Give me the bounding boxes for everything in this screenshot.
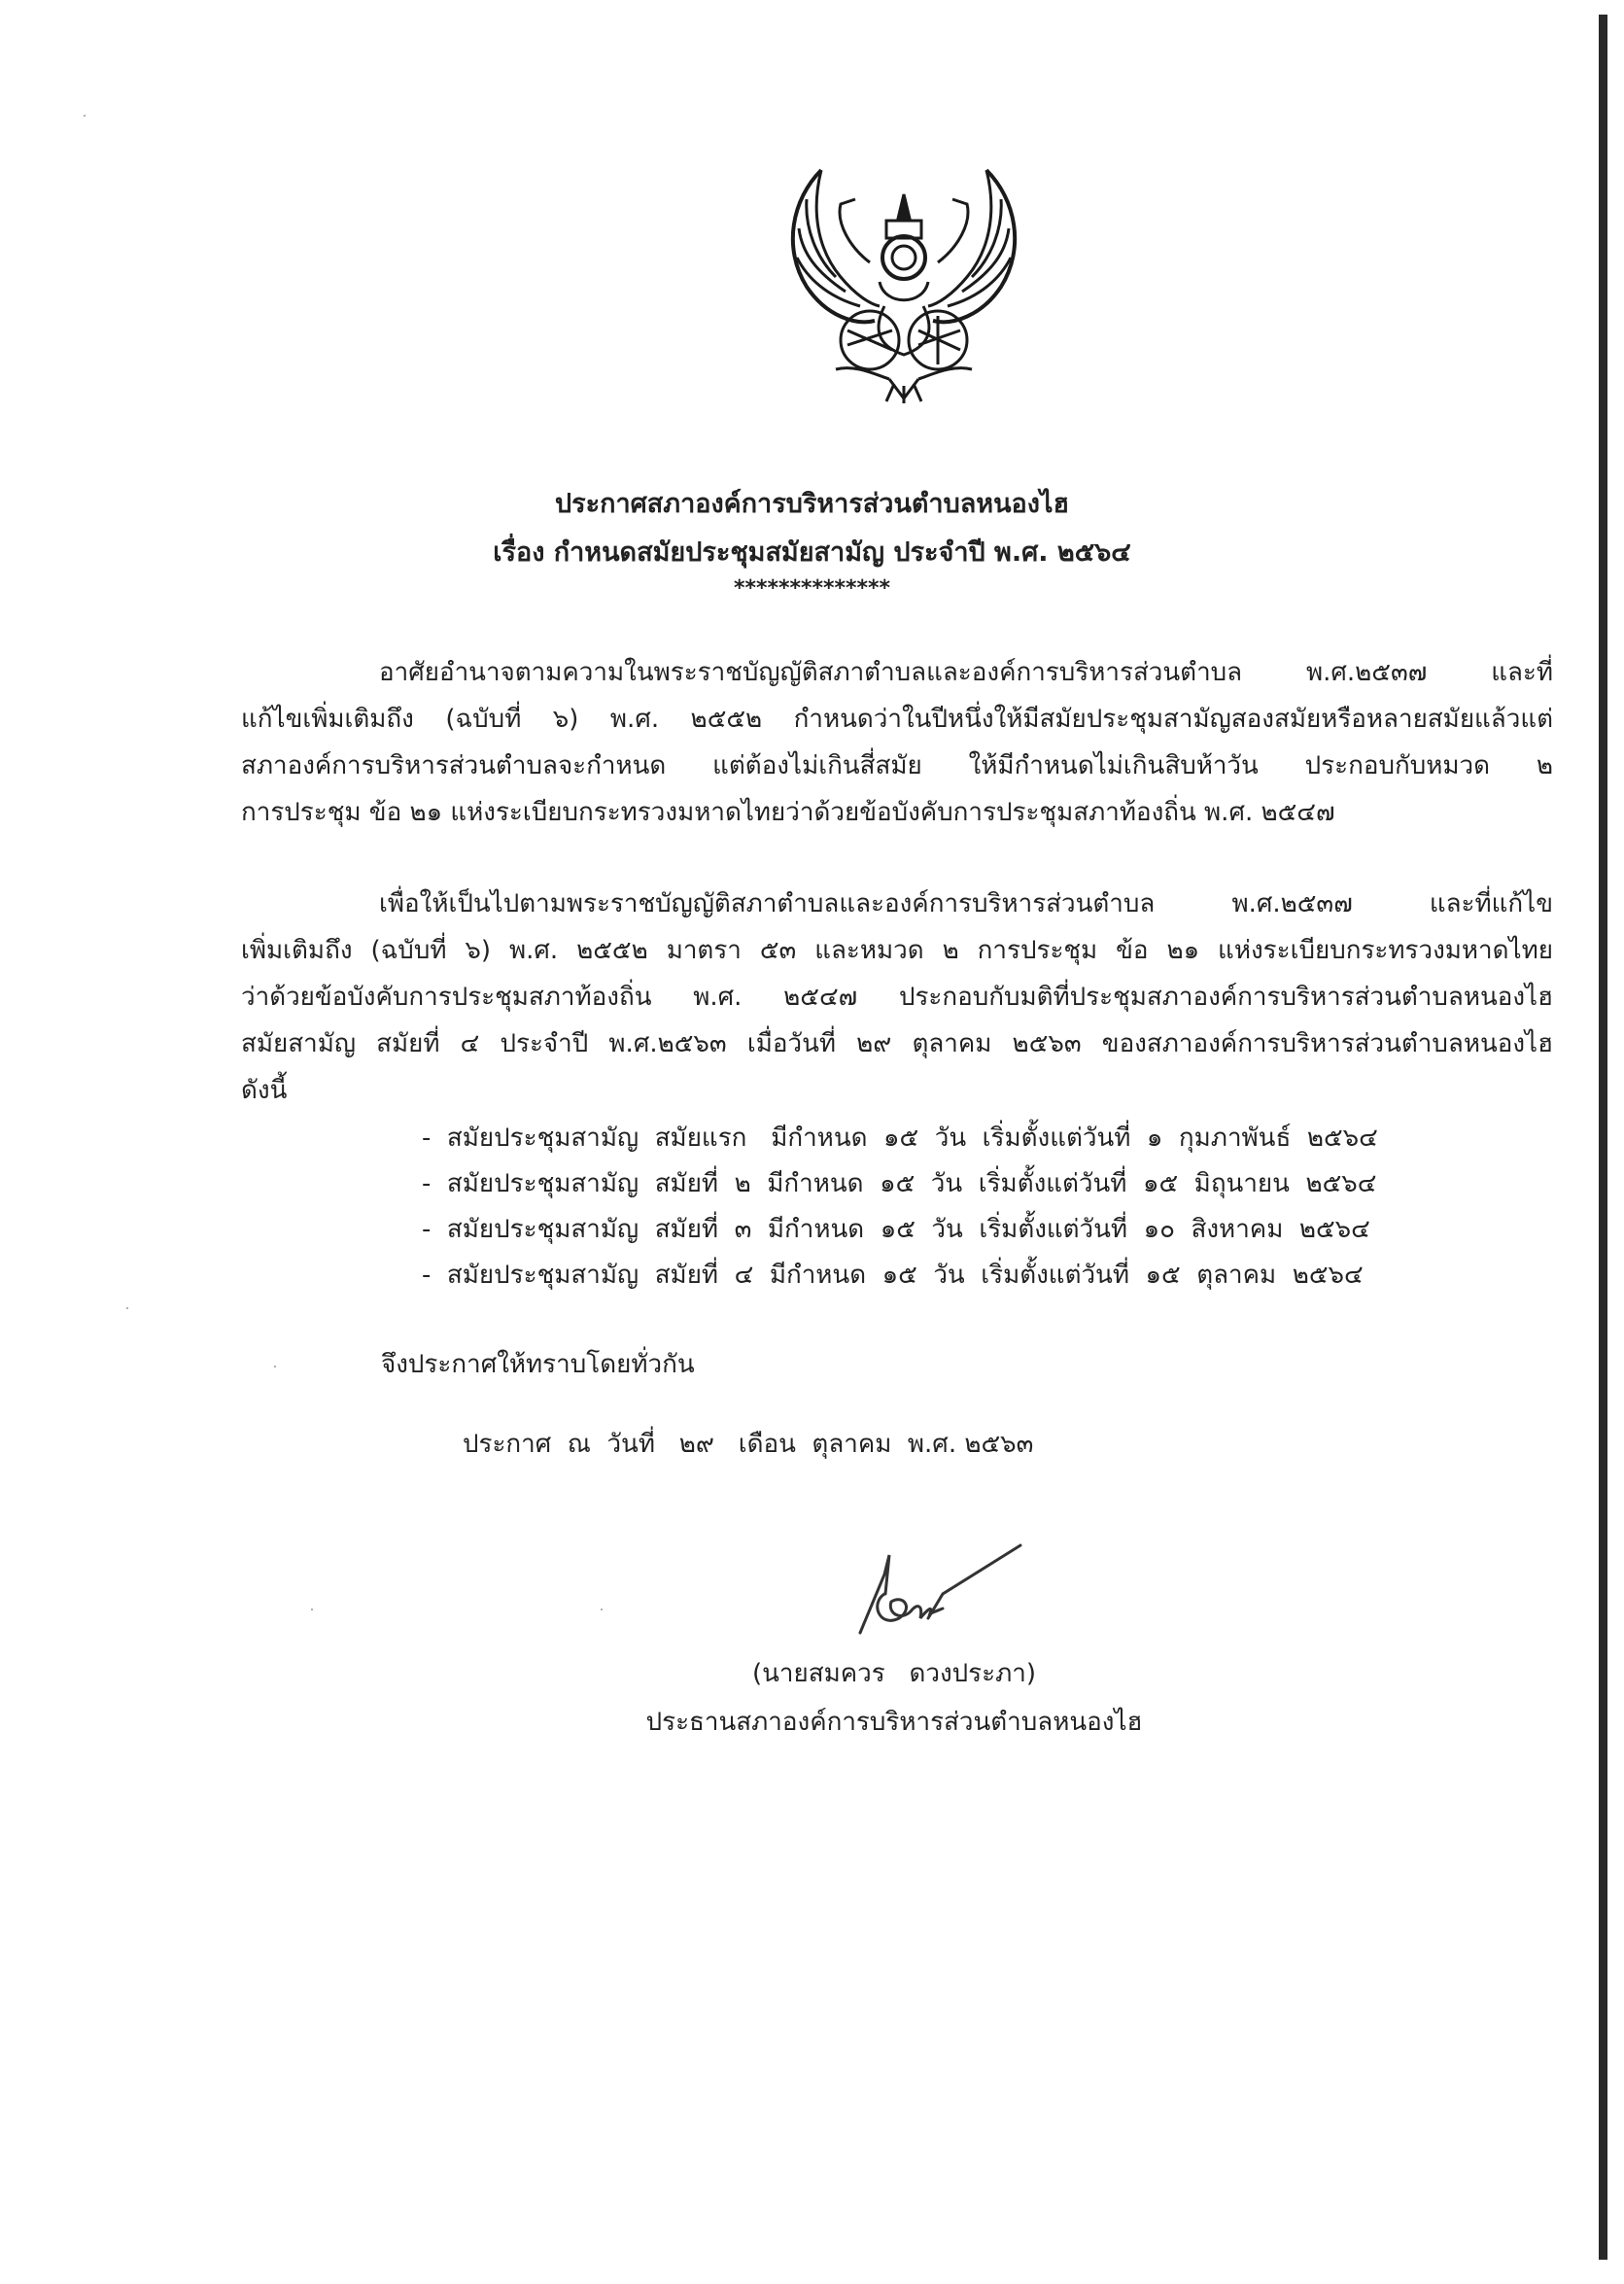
list-bullet: - [422,1261,432,1290]
paragraph-line: เพื่อให้เป็นไปตามพระราชบัญญัติสภาตำบลและองค์การบริหารส่วนตำบล พ.ศ.๒๕๓๗ และที่แก้ไข [379,889,1553,918]
paragraph-line: เพิ่มเติมถึง (ฉบับที่ ๖) พ.ศ. ๒๕๕๒ มาตรา ๕๓ และหมวด ๒ การประชุม ข้อ ๒๑ แห่งระเบียบกระทรวงมหาดไทย [241,936,1553,965]
list-bullet: - [422,1169,432,1198]
list-bullet: - [422,1124,432,1153]
session-start-date: ๑ กุมภาพันธ์ ๒๕๖๔ [1146,1124,1378,1153]
session-name: สมัยประชุมสามัญ [446,1124,639,1153]
scan-speck [311,1609,313,1610]
page-edge-line [1599,15,1607,2260]
title-separator: ************** [733,576,891,601]
signer-position: ประธานสภาองค์การบริหารส่วนตำบลหนองไฮ [645,1708,1143,1737]
session-duration: มีกำหนด ๑๕ วัน [767,1169,963,1198]
session-start-date: ๑๐ สิงหาคม ๒๕๖๔ [1143,1215,1370,1244]
session-start-date: ๑๕ ตุลาคม ๒๕๖๔ [1145,1261,1364,1290]
paragraph-line: สมัยสามัญ สมัยที่ ๔ ประจำปี พ.ศ.๒๕๖๓ เมื่อวันที่ ๒๙ ตุลาคม ๒๕๖๓ ของสภาองค์การบริหารส่วนตำบลหนองไฮ [241,1029,1553,1058]
session-name: สมัยประชุมสามัญ [446,1169,639,1198]
garuda-emblem-icon [777,160,1030,403]
paragraph-line: การประชุม ข้อ ๒๑ แห่งระเบียบกระทรวงมหาดไทยว่าด้วยข้อบังคับการประชุมสภาท้องถิ่น พ.ศ. ๒๕๔๗ [241,798,1335,827]
session-duration: มีกำหนด ๑๕ วัน [769,1261,965,1290]
session-item [422,1207,1378,1253]
session-item [422,1116,1378,1161]
closing-statement: จึงประกาศให้ทราบโดยทั่วกัน [381,1350,695,1379]
signer-name: (นายสมควร ดวงประภา) [751,1659,1036,1688]
scan-speck [126,1307,128,1309]
session-item [422,1253,1378,1298]
paragraph-line: สภาองค์การบริหารส่วนตำบลจะกำหนด แต่ต้องไม่เกินสี่สมัย ให้มีกำหนดไม่เกินสิบห้าวัน ประกอบกับหมวด ๒ [241,751,1553,780]
session-duration: มีกำหนด ๑๕ วัน [771,1124,967,1153]
session-number: สมัยแรก [654,1124,755,1153]
session-start-label: เริ่มตั้งแต่วันที่ [982,1124,1131,1153]
signer-block [544,1649,1244,1747]
session-number: สมัยที่ ๔ [654,1261,754,1290]
list-bullet: - [422,1215,432,1244]
paragraph-authority [241,649,1553,836]
paragraph-resolution [241,881,1553,1114]
session-list [422,1116,1378,1298]
session-name: สมัยประชุมสามัญ [446,1215,639,1244]
scan-speck [84,115,86,117]
paragraph-line: ว่าด้วยข้อบังคับการประชุมสภาท้องถิ่น พ.ศ. ๒๕๔๗ ประกอบกับมติที่ประชุมสภาองค์การบริหารส่วนตำบลหนองไฮ [241,983,1553,1012]
announcement-header [0,480,1624,601]
announcement-date: ประกาศ ณ วันที่ ๒๙ เดือน ตุลาคม พ.ศ. ๒๕๖๓ [463,1430,1034,1459]
session-start-date: ๑๕ มิถุนายน ๒๕๖๔ [1142,1169,1377,1198]
session-start-label: เริ่มตั้งแต่วันที่ [979,1215,1128,1244]
handwritten-signature-icon [831,1536,1025,1643]
session-item [422,1161,1378,1207]
session-start-label: เริ่มตั้งแต่วันที่ [978,1169,1127,1198]
session-start-label: เริ่มตั้งแต่วันที่ [981,1261,1129,1290]
announcement-title: ประกาศสภาองค์การบริหารส่วนตำบลหนองไฮ [555,489,1069,519]
paragraph-line: อาศัยอำนาจตามความในพระราชบัญญัติสภาตำบลและองค์การบริหารส่วนตำบล พ.ศ.๒๕๓๗ และที่ [379,658,1553,687]
announcement-subject: เรื่อง กำหนดสมัยประชุมสมัยสามัญ ประจำปี พ.ศ. ๒๕๖๔ [493,537,1131,568]
scan-speck [274,1366,276,1367]
paragraph-line: ดังนี้ [241,1076,288,1105]
paragraph-line: แก้ไขเพิ่มเติมถึง (ฉบับที่ ๖) พ.ศ. ๒๕๕๒ กำหนดว่าในปีหนึ่งให้มีสมัยประชุมสามัญสองสมัยหรือหลายสมัยแล้วแต่ [241,705,1553,734]
session-duration: มีกำหนด ๑๕ วัน [767,1215,963,1244]
session-number: สมัยที่ ๓ [654,1215,752,1244]
session-name: สมัยประชุมสามัญ [446,1261,639,1290]
session-number: สมัยที่ ๒ [654,1169,751,1198]
scan-speck [601,1609,603,1610]
